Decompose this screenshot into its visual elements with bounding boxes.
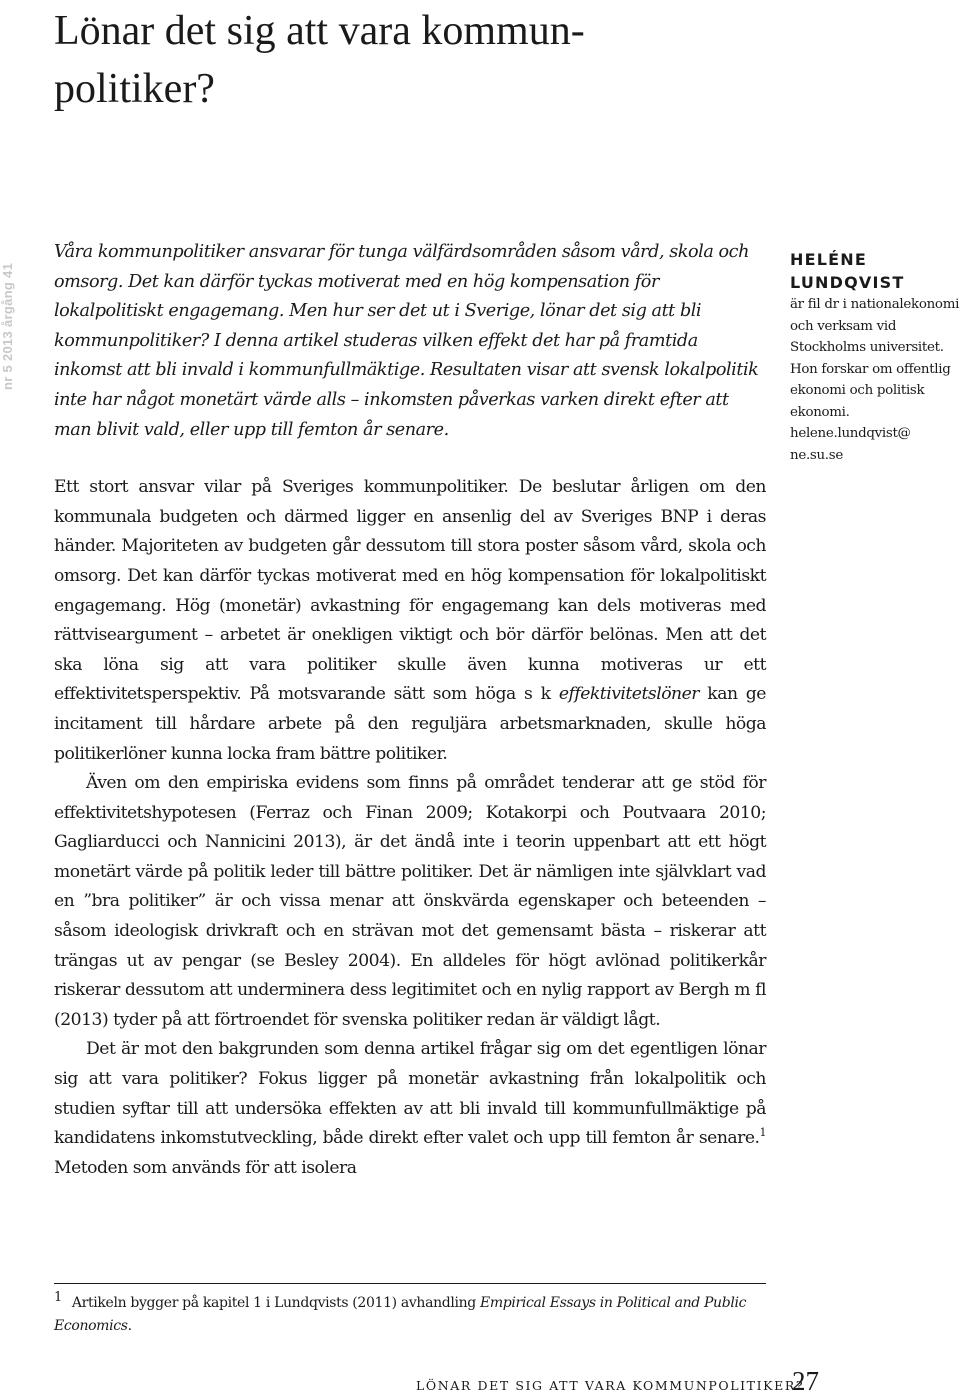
article-title: Lönar det sig att vara kommun-politiker? [54,8,585,112]
body-paragraph-2: Även om den empiriska evidens som finns på området tenderar att ge stöd för effektivitetshypotesen (Ferraz och Finan 2009; Kotakorpi och Poutvaara 2010; Gagliarducci och Nannicini 2013), är det ändå inte i teorin uppenbart att ett högt monetärt värde på politik leder till bättre politiker. Det är nämligen inte självklart vad en ”bra politiker” är och vissa menar att önskvärda egenskaper och beteenden – såsom ideologisk drivkraft och en strävan mot det gemensamt bästa – riskerar att trängas ut av pengar (se Besley 2004). En alldeles för högt avlönad politikerkår riskerar dessutom att underminera dess legitimitet och en nylig rapport av Bergh m fl (2013) tyder på att förtroendet för svenska politiker redan är väldigt lågt. [54,773,766,1030]
page-number: 27 [792,1366,819,1396]
footnote-reference[interactable]: 1 [759,1126,766,1140]
author-first-name: HELÉNE [790,250,867,269]
body-paragraph-3-start: Det är mot den bakgrunden som denna artikel frågar sig om det egentligen lönar sig att vara politiker? Fokus ligger på monetär avkastning från lokalpolitik och studien syftar till att undersöka effekten av att bli invald till kommunfullmäktige på kandidatens inkomstutveckling, både direkt efter valet och upp till femton år senare. [54,1039,766,1149]
author-bio: är fil dr i nationalekonomi och verksam vid Stockholms universitet. Hon forskar om offentlig ekonomi och politisk ekonomi. [790,297,960,420]
body-paragraph-3 [54,1035,766,1183]
issue-label: nr 5 2013 årgång 41 [0,262,15,390]
body-paragraph-1-start: Ett stort ansvar vilar på Sveriges kommunpolitiker. De beslutar årligen om den kommunala budgeten och därmed ligger en ansenlig del av Sveriges BNP i deras händer. Majoriteten av budgeten går dessutom till stora poster såsom vård, skola och omsorg. Det kan därför tyckas motiverat med en hög kompensation för lokalpolitiskt engagemang. Hög (monetär) avkastning för engagemang kan dels motiveras med rättviseargument – arbetet är onekligen viktigt och bör därför belönas. Men att det ska löna sig att vara politiker skulle även kunna motiveras ur ett effektivitetsperspektiv. På motsvarande sätt som höga s k [54,477,766,705]
author-email[interactable]: helene.lundqvist@ ne.su.se [790,426,911,463]
body-paragraph-1-end: kan ge incitament till hårdare arbete på den reguljära arbetsmarknaden, skulle höga politikerlöner kunna locka fram bättre politiker. [54,684,766,764]
running-footer: LÖNAR DET SIG ATT VARA KOMMUNPOLITIKER? [416,1378,805,1393]
footnote-book-title: Empirical Essays in Political and Public Economics [54,1295,747,1334]
emphasized-term: effektivitetslöner [558,684,700,705]
footnote-number: 1 [54,1290,62,1305]
body-text [54,473,766,1183]
author-last-name: LUNDQVIST [790,273,905,292]
footnote-divider [54,1283,766,1284]
footnote [54,1292,766,1338]
footnote-end: . [127,1318,132,1334]
main-column [54,238,766,1183]
body-paragraph-1 [54,473,766,769]
body-paragraph-3-end: Metoden som används för att isolera [54,1157,357,1178]
lede-paragraph: Våra kommunpolitiker ansvarar för tunga välfärdsområden såsom vård, skola och omsorg. Det kan därför tyckas motiverat med en hög kompensation för lokalpolitiskt engagemang. Men hur ser det ut i Sverige, lönar det sig att bli kommunpolitiker? I denna artikel studeras vilken effekt det har på framtida inkomst att bli invald i kommunfullmäktige. Resultaten visar att svensk lokalpolitik inte har något monetärt värde alls – inkomsten påverkas varken direkt efter att man blivit vald, eller upp till femton år senare. [54,242,759,440]
footnote-text: Artikeln bygger på kapitel 1 i Lundqvists (2011) avhandling [71,1295,476,1311]
author-sidebar [790,248,960,466]
